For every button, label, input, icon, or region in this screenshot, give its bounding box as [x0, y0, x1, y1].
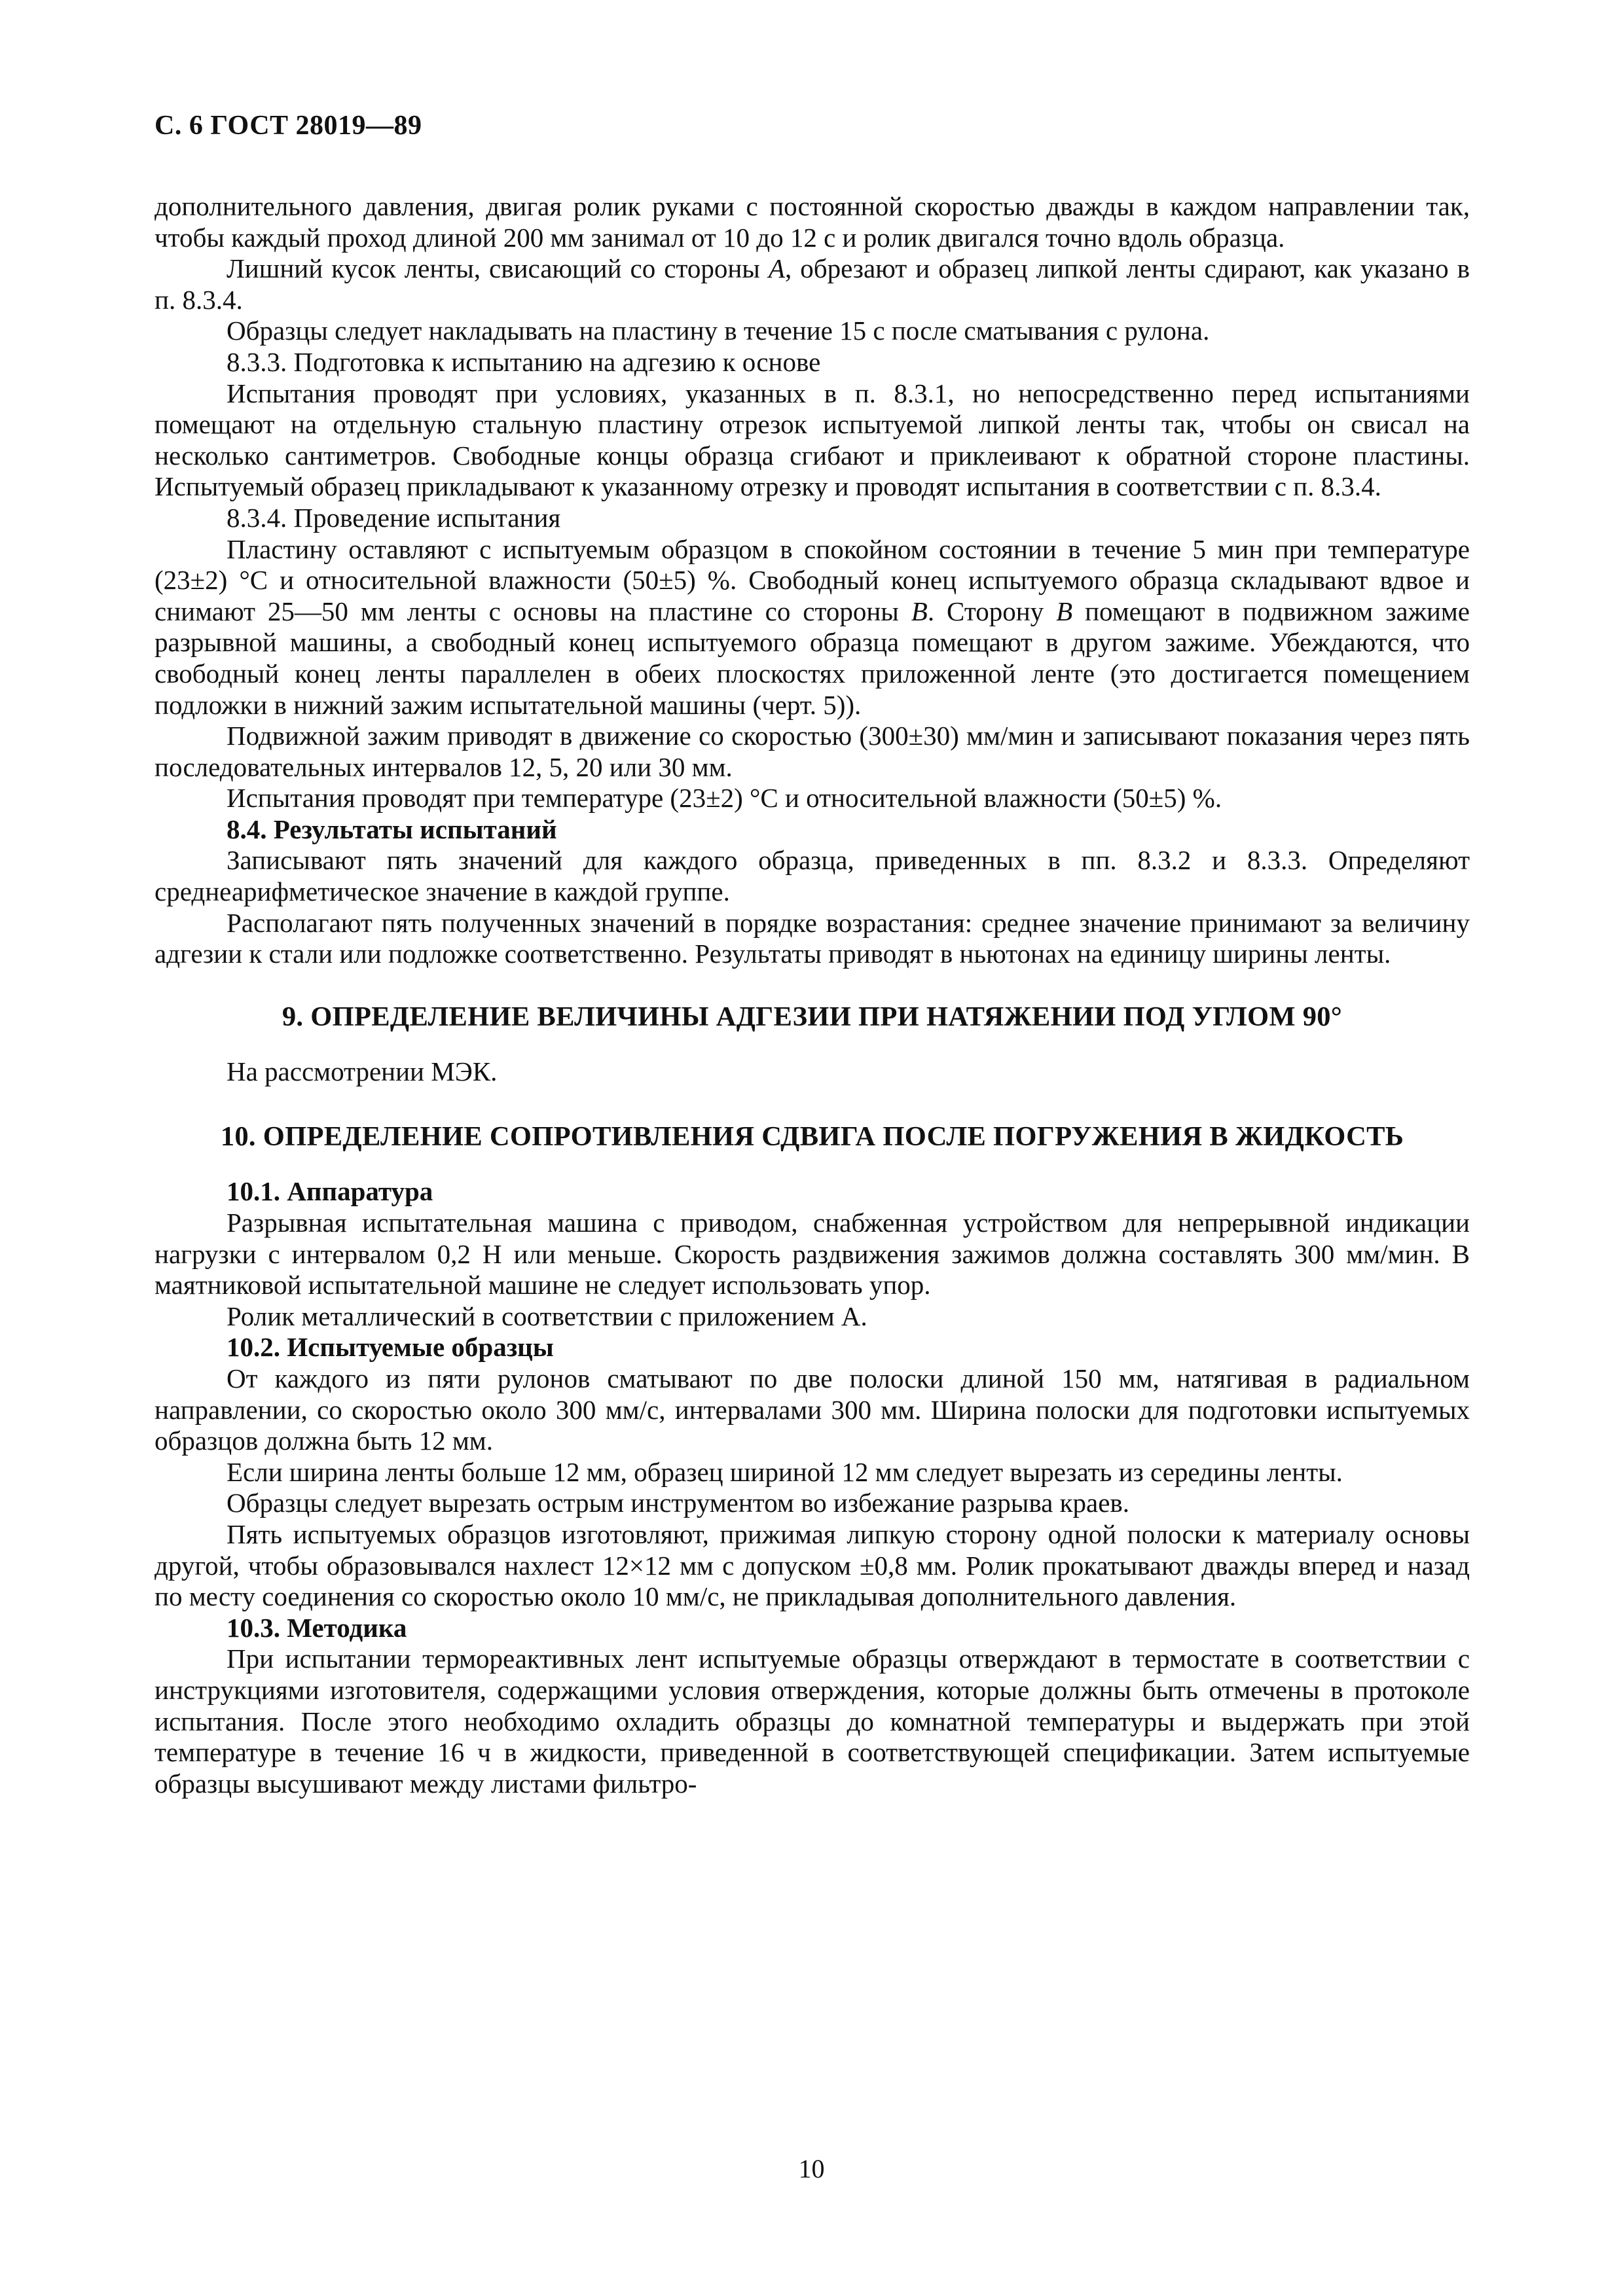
paragraph: Пластину оставляют с испытуемым образцом в спокойном состоянии в течение 5 мин при температуре (23±2) °С и относительной влажности (50±5) %. Свободный конец испытуемого образца складывают вдвое и снимают 25—50 мм ленты с основы на пластине со стороны В. Сторону В помещают в подвижном зажиме разрывной машины, а свободный конец испытуемого образца помещают в другом зажиме. Убеждаются, что свободный конец ленты параллелен в обеих плоскостях приложенной ленте (это достигается помещением подложки в нижний зажим испытательной машины (черт. 5)).	[155, 533, 1470, 720]
paragraph: Образцы следует накладывать на пластину в течение 15 с после сматывания с рулона.	[227, 315, 1210, 346]
paragraph: При испытании термореактивных лент испытуемые образцы отверждают в термостате в соответствии с инструкциями изготовителя, содержащими условия отверждения, которые должны быть отмечены в протоколе испытания. После этого необходимо охладить образцы до комнатной температуры и выдержать при этой температуре в течение 16 ч в жидкости, приведенной в соответствующей спецификации. Затем испытуемые образцы высушивают между листами фильтро-	[155, 1643, 1470, 1799]
page-body	[155, 191, 1470, 1799]
clause-title-8-3-4: 8.3.4. Проведение испытания	[227, 502, 561, 533]
paragraph: Испытания проводят при условиях, указанных в п. 8.3.1, но непосредственно перед испытаниями помещают на отдельную стальную пластину отрезок испытуемой липкой ленты так, чтобы он свисал на несколько сантиметров. Свободные концы образца сгибают и приклеивают к обратной стороне пластины. Испытуемый образец прикладывают к указанному отрезку и проводят испытания в соответствии с п. 8.3.4.	[155, 378, 1470, 502]
section-heading-9: 9. ОПРЕДЕЛЕНИЕ ВЕЛИЧИНЫ АДГЕЗИИ ПРИ НАТЯЖЕНИИ ПОД УГЛОМ 90°	[282, 1001, 1343, 1032]
page-number: 10	[798, 2154, 825, 2183]
paragraph: Испытания проводят при температуре (23±2) °С и относительной влажности (50±5) %.	[227, 783, 1222, 814]
paragraph: Образцы следует вырезать острым инструментом во избежание разрыва краев.	[227, 1488, 1130, 1518]
paragraph: Подвижной зажим приводят в движение со скоростью (300±30) мм/мин и записывают показания через пять последовательных интервалов 12, 5, 20 или 30 мм.	[155, 721, 1470, 782]
paragraph: Пять испытуемых образцов изготовляют, прижимая липкую сторону одной полоски к материалу основы другой, чтобы образовывался нахлест 12×12 мм с допуском ±0,8 мм. Ролик прокатывают дважды вперед и назад по месту соединения со скоростью около 10 мм/с, не прикладывая дополнительного давления.	[155, 1518, 1470, 1612]
paragraph: От каждого из пяти рулонов сматывают по две полоски длиной 150 мм, натягивая в радиальном направлении, со скоростью около 300 мм/с, интервалами 300 мм. Ширина полоски для подготовки испытуемых образцов должна быть 12 мм.	[155, 1363, 1470, 1456]
paragraph: Записывают пять значений для каждого образца, приведенных в пп. 8.3.2 и 8.3.3. Определяют среднеарифметическое значение в каждой группе.	[155, 845, 1470, 907]
paragraph: Располагают пять полученных значений в порядке возрастания: среднее значение принимают за величину адгезии к стали или подложке соответственно. Результаты приводят в ньютонах на единицу ширины ленты.	[155, 907, 1470, 969]
clause-title-8-3-3: 8.3.3. Подготовка к испытанию на адгезию к основе	[227, 346, 821, 377]
paragraph: дополнительного давления, двигая ролик руками с постоянной скоростью дважды в каждом направлении так, чтобы каждый проход длиной 200 мм занимал от 10 до 12 с и ролик двигался точно вдоль образца.	[155, 191, 1470, 253]
running-header: С. 6 ГОСТ 28019—89	[155, 111, 422, 141]
paragraph: Если ширина ленты больше 12 мм, образец шириной 12 мм следует вырезать из середины ленты.	[227, 1456, 1343, 1487]
subsection-heading-8-4: 8.4. Результаты испытаний	[227, 814, 557, 844]
paragraph: Разрывная испытательная машина с приводом, снабженная устройством для непрерывной индикации нагрузки с интервалом 0,2 Н или меньше. Скорость раздвижения зажимов должна составлять 300 мм/мин. В маятниковой испытательной машине не следует использовать упор.	[155, 1208, 1470, 1300]
paragraph: На рассмотрении МЭК.	[227, 1056, 498, 1086]
section-heading-10: 10. ОПРЕДЕЛЕНИЕ СОПРОТИВЛЕНИЯ СДВИГА ПОСЛЕ ПОГРУЖЕНИЯ В ЖИДКОСТЬ	[220, 1121, 1404, 1153]
paragraph: Лишний кусок ленты, свисающий со стороны А, обрезают и образец липкой ленты сдирают, как указано в п. 8.3.4.	[155, 253, 1470, 315]
subsection-heading-10-3: 10.3. Методика	[227, 1612, 407, 1643]
subsection-heading-10-2: 10.2. Испытуемые образцы	[227, 1332, 554, 1363]
paragraph: Ролик металлический в соответствии с приложением А.	[227, 1300, 867, 1331]
subsection-heading-10-1: 10.1. Аппаратура	[227, 1176, 433, 1207]
